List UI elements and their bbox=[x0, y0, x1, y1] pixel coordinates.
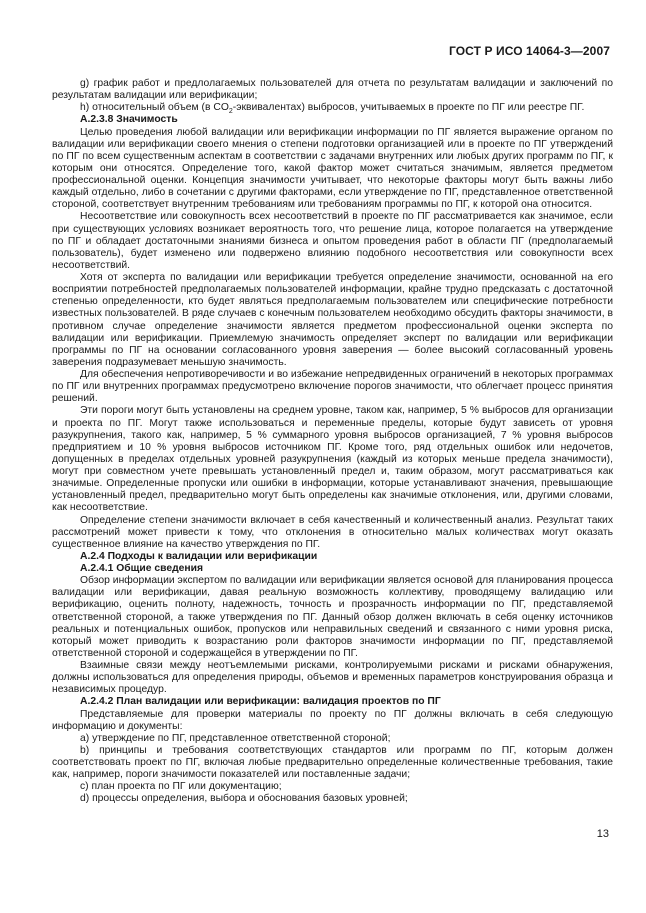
list-item-h-text-rest: -эквивалентах) выбросов, учитываемых в проекте по ПГ или реестре ПГ. bbox=[232, 102, 585, 114]
list-item-d: d) процессы определения, выбора и обоснования базовых уровней; bbox=[80, 793, 408, 805]
paragraph: Целью проведения любой валидации или верификации информации по ПГ является выражение органом по валидации или верификации своего мнения о степени подготовки организацией или в проекте по ПГ утверждений по ПГ по всем существенным аспектам в соответствии с задачами внутренних или любых других программ по ПГ, к которым они относятся. Определение того, какой фактор может считаться значимым, является предметом профессиональной оценки. Концепция значимости учитывает, что некоторые факторы могут быть важны либо каждый отдельно, либо в сочетании с другими факторами, если утверждение по ПГ, представленное ответственной стороной, соответствует внутренним требованиям или требованиям программы по ПГ, к которой она относится. bbox=[52, 126, 613, 211]
paragraph: Взаимные связи между неотъемлемыми рисками, контролируемыми рисками и рисками обнаружения, должны использоваться для определения природы, объемов и временных параметров конструирования образца и независимых процедур. bbox=[52, 660, 613, 696]
section-heading-a24: А.2.4 Подходы к валидации или верификации bbox=[80, 550, 318, 562]
document-standard-code: ГОСТ Р ИСО 14064-3—2007 bbox=[448, 44, 610, 58]
list-item-c: c) план проекта по ПГ или документацию; bbox=[80, 781, 282, 793]
paragraph: Обзор информации экспертом по валидации или верификации является основой для планирования процесса валидации или верификации, давая реальную возможность коллективу, проводящему валидацию или верификацию, оценить полноту, надежность, точность и прозрачность информации по ПГ, представляемой ответственной стороной, а также утверждения по ПГ. Данный обзор должен включать в себя оценку источников реальных и потенциальных ошибок, пропусков или неправильных сведений и связанного с ними уровня риска, который может приводить к возрастанию роли факторов значимости информации по ПГ, представляемой ответственной стороной и содержащейся в утверждении по ПГ. bbox=[52, 575, 613, 659]
section-heading-a242: А.2.4.2 План валидации или верификации: валидация проектов по ПГ bbox=[80, 696, 441, 708]
page-content bbox=[52, 78, 613, 806]
list-item-h-text: h) относительный объем (в CO bbox=[80, 102, 229, 114]
paragraph: Определение степени значимости включает в себя качественный и количественный анализ. Результат таких рассмотрений может привести к тому, что отклонения в относительно малых количествах могут оказать существенное влияние на качество утверждения по ПГ. bbox=[52, 514, 613, 550]
list-item-b: b) принципы и требования соответствующих стандартов или программ по ПГ, которым должен соответствовать проект по ПГ, включая любые предварительно определенные количественные требования, такие как, например, пороги значимости показателей или поставленные задачи; bbox=[52, 744, 613, 781]
paragraph: Несоответствие или совокупность всех несоответствий в проекте по ПГ рассматривается как значимое, если при существующих условиях возникает вероятность того, что решение лица, которое полагается на утверждение по ПГ и обладает достаточными знаниями бизнеса и опытом проведения работ в области ПГ (предполагаемый пользователь), будет изменено или подвержено влиянию подобного несоответствия или совокупности всех несоответствий. bbox=[52, 211, 613, 271]
section-heading-a241: А.2.4.1 Общие сведения bbox=[80, 563, 204, 574]
page-number: 13 bbox=[596, 828, 609, 840]
paragraph: Хотя от эксперта по валидации или верификации требуется определение значимости, основанной на его восприятии потребностей предполагаемых пользователей информации, крайне трудно предсказать с достаточной степенью определенности, кто будет являться предполагаемым пользователем или специфические потребности известных пользователей. В ряде случаев с конечным пользователем необходимо обсудить факторы значимости, в противном случае определение значимости является предметом профессиональной оценки эксперта по валидации или верификации. Приемлемую значимость определяет эксперт по валидации или верификации программы по ПГ на основании согласованного уровня заверения — более высокий согласованный уровень заверения подразумевает меньшую значимость. bbox=[52, 272, 613, 368]
paragraph: Для обеспечения непротиворечивости и во избежание непредвиденных ограничений в некоторых программах по ПГ или внутренних программах предусмотрено включение порогов значимости, что облегчает процесс принятия решений. bbox=[52, 369, 613, 405]
section-heading-a238: А.2.3.8 Значимость bbox=[80, 114, 178, 126]
list-item-a: a) утверждение по ПГ, представленное ответственной стороной; bbox=[80, 732, 391, 744]
co2-subscript: 2 bbox=[228, 108, 233, 116]
list-item-g: g) график работ и предлолагаемых пользователей для отчета по результатам валидации и заключений по результатам валидации или верификации; bbox=[52, 78, 613, 102]
list-item-h bbox=[52, 102, 613, 114]
paragraph: Представляемые для проверки материалы по проекту по ПГ должны включать в себя следующую информацию и документы: bbox=[52, 708, 613, 732]
paragraph: Эти пороги могут быть установлены на среднем уровне, таком как, например, 5 % выбросов для организации и проекта по ПГ. Могут также использоваться и переменные пределы, которые будут зависеть от уровня разукрупнения, такого как, например, 5 % суммарного уровня выбросов организацией, 7 % уровня выбросов предприятием и 10 % уровня выбросов источником ПГ. Кроме того, ряд отдельных ошибок или недочетов, допущенных в пределах отдельных уровней разукрупнения (каждый из которых меньше предела значимости), могут при совместном учете превышать установленный предел и, таким образом, могут рассматриваться как значимые. Определенные пропуски или ошибки в информации, которые устанавливают значения, превышающие установленный предел, предварительно могут быть определены как значимые отклонения, или, другими словами, как несоответствие. bbox=[52, 405, 613, 514]
